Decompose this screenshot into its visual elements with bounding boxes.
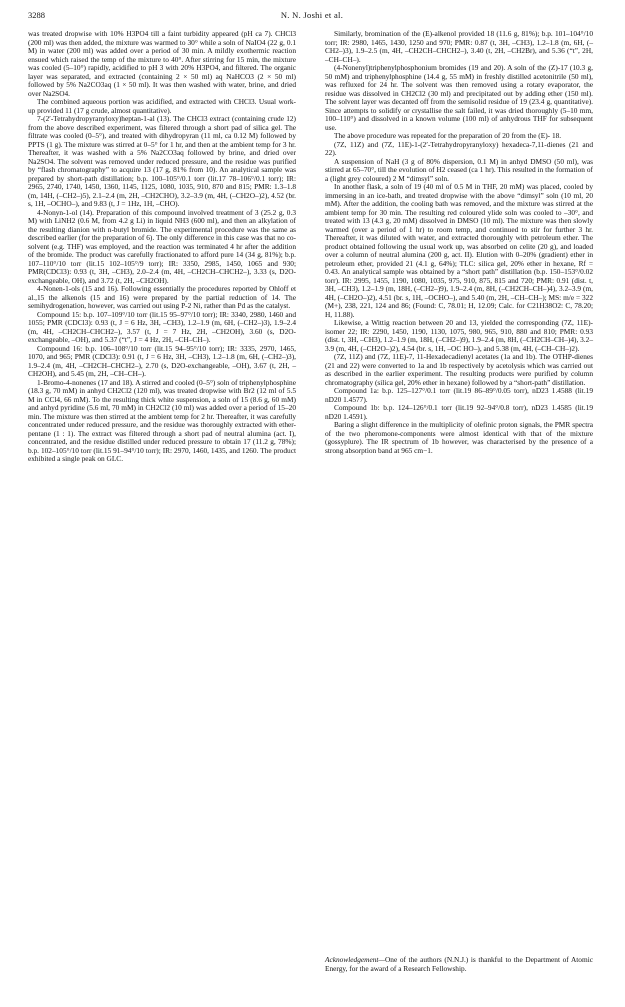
paragraph: In another flask, a soln of 19 (40 ml of 0.5 M in THF, 20 mM) was placed, cooled by immersing in an ice-bath, and treated dropwise with the above “dimsyl” soln (10 ml, 20 mM). After the addition, the cooling bath was removed, and the mixture was stirred at the ambient temp for 30 min. The resulting red coloured ylide soln was cooled to –30°, and treated with 13 (4.3 g, 20 mM) dissolved in DMSO (10 ml). The mixture was then slowly warmed (over a period of 1 hr) to room temp, and continued to stir for further 3 hr. Thereafter, it was diluted with water, and extracted thoroughly with petroleum ether. The product obtained following the usual work up, was absorbed on celite (20 g), and loaded over a column of neutral alumina (200 g, act. II). Elution with 0–20% (gradient) ether in petroleum ether, provided 21 (4.1 g, 64%); TLC: silica gel, 20% ether in hexane, Rf = 0.43. An analytical sample was obtained by a “short path” distillation (b.p. 150–153°/0.02 torr). IR: 2995, 1455, 1190, 1080, 1035, 975, 910, 875, 815 and 720; PMR: 0.91 (dist. t, 3H, –CH3), 1.2–1.9 (m, 18H, (–CH2–)9), 1.9–2.4 (m, 8H, (–CH2CH–CH–)4), 3.2–3.9 (m, 4H, (–CH2O–)2), 4.51 (br. s, 1H, –OCHO–), and 5.40 (m, 2H, –CH–CH–); MS: m/e = 322 (M+), 238, 221, 124 and 86; (Found: C, 78.01; H, 12.09; Calc. for C21H38O2: C, 78.20; H, 11.88). [325, 182, 593, 319]
paragraph: The combined aqueous portion was acidified, and extracted with CHCl3. Usual work-up provided 11 (17 g crude, almost quantitative). [28, 97, 296, 115]
acknowledgement [325, 956, 593, 973]
paragraph: Compound 15: b.p. 107–109°/10 torr (lit.15 95–97°/10 torr); IR: 3340, 2980, 1460 and 1055; PMR (CDCl3): 0.93 (t, J = 6 Hz, 3H, –CH3), 1.2–1.9 (m, 6H, (–CH2–)3), 1.9–2.4 (m, 4H, –CH2CH–CHCH2–), 3.57 (t, J = 7 Hz, 2H, –CH2OH), 3.60 (s, D2O-exchangeable, –OH), and 5.37 (“t”, J = 4 Hz, 2H, –CH–CH–). [28, 309, 296, 344]
paragraph: Compound 1b: b.p. 124–126°/0.1 torr (lit.19 92–94°/0.8 torr), nD23 1.4585 (lit.19 nD20 1.4591). [325, 403, 593, 421]
left-column [28, 30, 296, 464]
acknowledgement-label: Acknowledgement— [325, 955, 385, 964]
paragraph: 4-Nonyn-1-ol (14). Preparation of this compound involved treatment of 3 (25.2 g, 0.3 M) with LiNH2 (0.6 M, from 4.2 g Li) in liquid NH3 (600 ml), and then an alkylation of the resulting dianion with n-butyl bromide. The experimental procedure was the same as described earlier (for the preparation of 6). The only difference in this case was that no co-solvent (e.g. THF) was employed, and the reaction was terminated 4 hr after the addition of the bromide. The product was carefully fractionated to afford pure 14 (34 g, 81%); b.p. 107–110°/10 torr (lit.15 102–105°/9 torr); IR: 3350, 2985, 1450, 1065 and 930; PMR(CDCl3): 0.93 (t, 3H, –CH3), 2.0–2.4 (m, 4H, –CH2CH–CHCH2–), 3.33 (s, D2O-exchangeable, OH), and 3.72 (t, 2H, –CH2OH). [28, 207, 296, 285]
section-heading: (7Z, 11Z) and (7Z, 11E)-1-(2′-Tetrahydropyranyloxy) hexadeca-7,11-dienes (21 and 22). [325, 139, 593, 157]
paragraph: was treated dropwise with 10% H3PO4 till a faint turbidity appeared (pH ca 7). CHCl3 (200 ml) was then added, the mixture was warmed to 30° while a soln of NaIO4 (22 g, 0.1 M) in water (200 ml) was added over a period of 30 min. A mildly exothermic reaction ensued which raised the temp of the mixture to 40°. After stirring for 15 min, the mixture was cooled (5–10°) rapidly, acidified to pH 3 with 20% H3PO4, and filtered. The organic layer was separated, and extracted (containing 2 × 50 ml) aq NaHCO3 (2 × 50 ml) followed by 5% Na2CO3aq (1 × 50 ml). It was then washed with water, brine, and dried over Na2SO4. [28, 29, 296, 98]
paragraph: Compound 1a: b.p. 125–127°/0.1 torr (lit.19 86–89°/0.05 torr), nD23 1.4588 (lit.19 nD20 1.4577). [325, 386, 593, 404]
paragraph: Likewise, a Wittig reaction between 20 and 13, yielded the corresponding (7Z, 11E)-isomer 22; IR: 2290, 1450, 1190, 1130, 1075, 980, 965, 910, 880 and 810; PMR: 0.93 (dist. t, 3H, –CH3), 1.2–1.9 (m, 18H, (–CH2–)9), 1.9–2.4 (m, 8H, (–CH2CH–CH–)4), 3.2–3.9 (m, 4H, (–CH2O–)2), 4.54 (br. s, 1H, –OC HO–), and 5.38 (m, 4H, (–CH–CH–)2). [325, 318, 593, 353]
paragraph: (7Z, 11Z) and (7Z, 11E)-7, 11-Hexadecadienyl acetates (1a and 1b). The OTHP-dienes (21 and 22) were converted to 1a and 1b respectively by acetolysis which was carried out as described in the earlier experiment. The resulting products were purified by column chromatography (silica gel, 20% ether in hexane) followed by a “short-path” distillation. [325, 352, 593, 387]
acknowledgement-text: One of the authors (N.N.J.) is thankful to the Department of Atomic Energy, for the award of a Research Fellowship. [325, 955, 593, 973]
paragraph: 1-Bromo-4-nonenes (17 and 18). A stirred and cooled (0–5°) soln of triphenylphosphine (18.3 g, 70 mM) in anhyd CH2Cl2 (120 ml), was treated dropwise with Br2 (12 ml of 5.5 M in CCl4, 66 mM). To the resulting thick white suspension, a soln of 15 (8.6 g, 60 mM) and anhyd pyridine (5.6 ml, 70 mM) in CH2Cl2 (10 ml) was added over a period of 15–20 min. The mixture was then stirred at the ambient temp for 2 hr. Thereafter, it was carefully concentrated under reduced pressure, and the residue was thoroughly extracted with ether-pentane (1 : 1). The extract was filtered through a short pad of neutral alumina (act. I), concentrated, and the residue distilled under reduced pressure to obtain 17 (11.2 g, 78%); b.p. 102–105°/10 torr (lit.15 91–94°/10 torr); IR: 2970, 1460, 1435, and 1260. The product exhibited a single peak on GLC. [28, 377, 296, 463]
paragraph: The above procedure was repeated for the preparation of 20 from the (E)- 18. [334, 131, 562, 140]
paragraph: (4-Nonenyl)triphenylphosphonium bromides (19 and 20). A soln of the (Z)-17 (10.3 g, 50 mM) and triphenylphosphine (14.4 g, 55 mM) in freshly distilled acetonitrile (50 ml), was refluxed for 24 hr. The solvent was then removed using a rotary evaporator, the residue was dissolved in CH2Cl2 (30 ml) and precipitated out by adding ether (150 ml). The solvent layer was decanted off from the semisolid residue of 19 (23.4 g, quantitative). Since attempts to solidify or crystallise the salt failed, it was dried thoroughly (5–10 mm, 100–110°) and dissolved in a known volume (100 ml) of anhydrous THF for subsequent use. [325, 63, 593, 132]
paragraph: Compound 16: b.p. 106–108°/10 torr (lit.15 94–95°/10 torr); IR: 3335, 2970, 1465, 1070, and 965; PMR (CDCl3): 0.91 (t, J = 6 Hz, 3H, –CH3), 1.2–1.8 (m, 6H, (–CH2–)3), 1.9–2.4 (m, 4H, –CH2CH–CHCH2–), 2.70 (s, D2O-exchangeable, –OH), 3.67 (t, 2H, –CH2OH), and 5.45 (m, 2H, –CH–CH–). [28, 343, 296, 378]
page-header [28, 10, 596, 22]
paragraph: 4-Nonen-1-ols (15 and 16). Following essentially the procedures reported by Ohloff et al.,15 the alkenols (15 and 16) were prepared by the partial reduction of 14. The semihydrogenation, however, was carried out using P-2 Ni, rather than Pd as the catalyst. [28, 284, 296, 310]
paragraph: A suspension of NaH (3 g of 80% dispersion, 0.1 M) in anhyd DMSO (50 ml), was stirred at 65–70°, till the evolution of H2 ceased (ca 1 hr). This resulted in the formation of a (light grey coloured) 2 M “dimsyl” soln. [325, 156, 593, 183]
paragraph: 7-(2′-Tetrahydropyranyloxy)heptan-1-al (13). The CHCl3 extract (containing crude 12) from the above described experiment, was filtered through a short pad of silica gel. The filtrate was cooled (0–5°), and treated with dihydropyran (11 ml, ca 0.12 M) followed by PPTS (1 g). The mixture was stirred at 0–5° for 1 hr, and then at the ambient temp for 3 hr. Thereafter, it was washed with a 5% Na2CO3aq followed by brine, and dried over Na2SO4. The solvent was removed under reduced pressure, and the residue was purified by “flash chromatography” to acquire 13 (17 g, 81% from 10). An analytical sample was prepared by short-path distillation; b.p. 100–105°/0.1 torr (lit.17 78–106°/0.1 torr); IR: 2965, 2740, 1740, 1450, 1360, 1145, 1125, 1080, 1035, 910, 870 and 815; PMR: 1.3–1.8 (m, 14H, (–CH2–)5), 2.1–2.4 (m, 2H, –CH2CHO), 3.2–3.9 (m, 4H, (–CH2O–)2), 4.52 (br. s, 1H, –OCHO–), and 9.83 (t, J = 1Hz, 1H, –CHO). [28, 114, 296, 208]
paragraph: Baring a slight difference in the multiplicity of olefinic proton signals, the PMR spectra of the two pheromone-components were almost identical with that of the mixture (gossyplure). The IR spectrum of 1b however, was characterised by the presence of a strong absorption band at 965 cm−1. [325, 420, 593, 455]
page-number: 3288 [28, 10, 45, 20]
paragraph: Similarly, bromination of the (E)-alkenol provided 18 (11.6 g, 81%); b.p. 101–104°/10 torr; IR: 2980, 1465, 1430, 1250 and 970; PMR: 0.87 (t, 3H, –CH3), 1.2–1.8 (m, 6H, (–CH2–)3), 1.9–2.5 (m, 4H, –CH2CH–CHCH2–), 3.40 (t, 2H, –CH2Br), and 5.36 (“t”, 2H, –CH–CH–). [325, 29, 593, 64]
right-column [325, 30, 593, 455]
running-head-authors: N. N. Joshi et al. [280, 10, 344, 20]
